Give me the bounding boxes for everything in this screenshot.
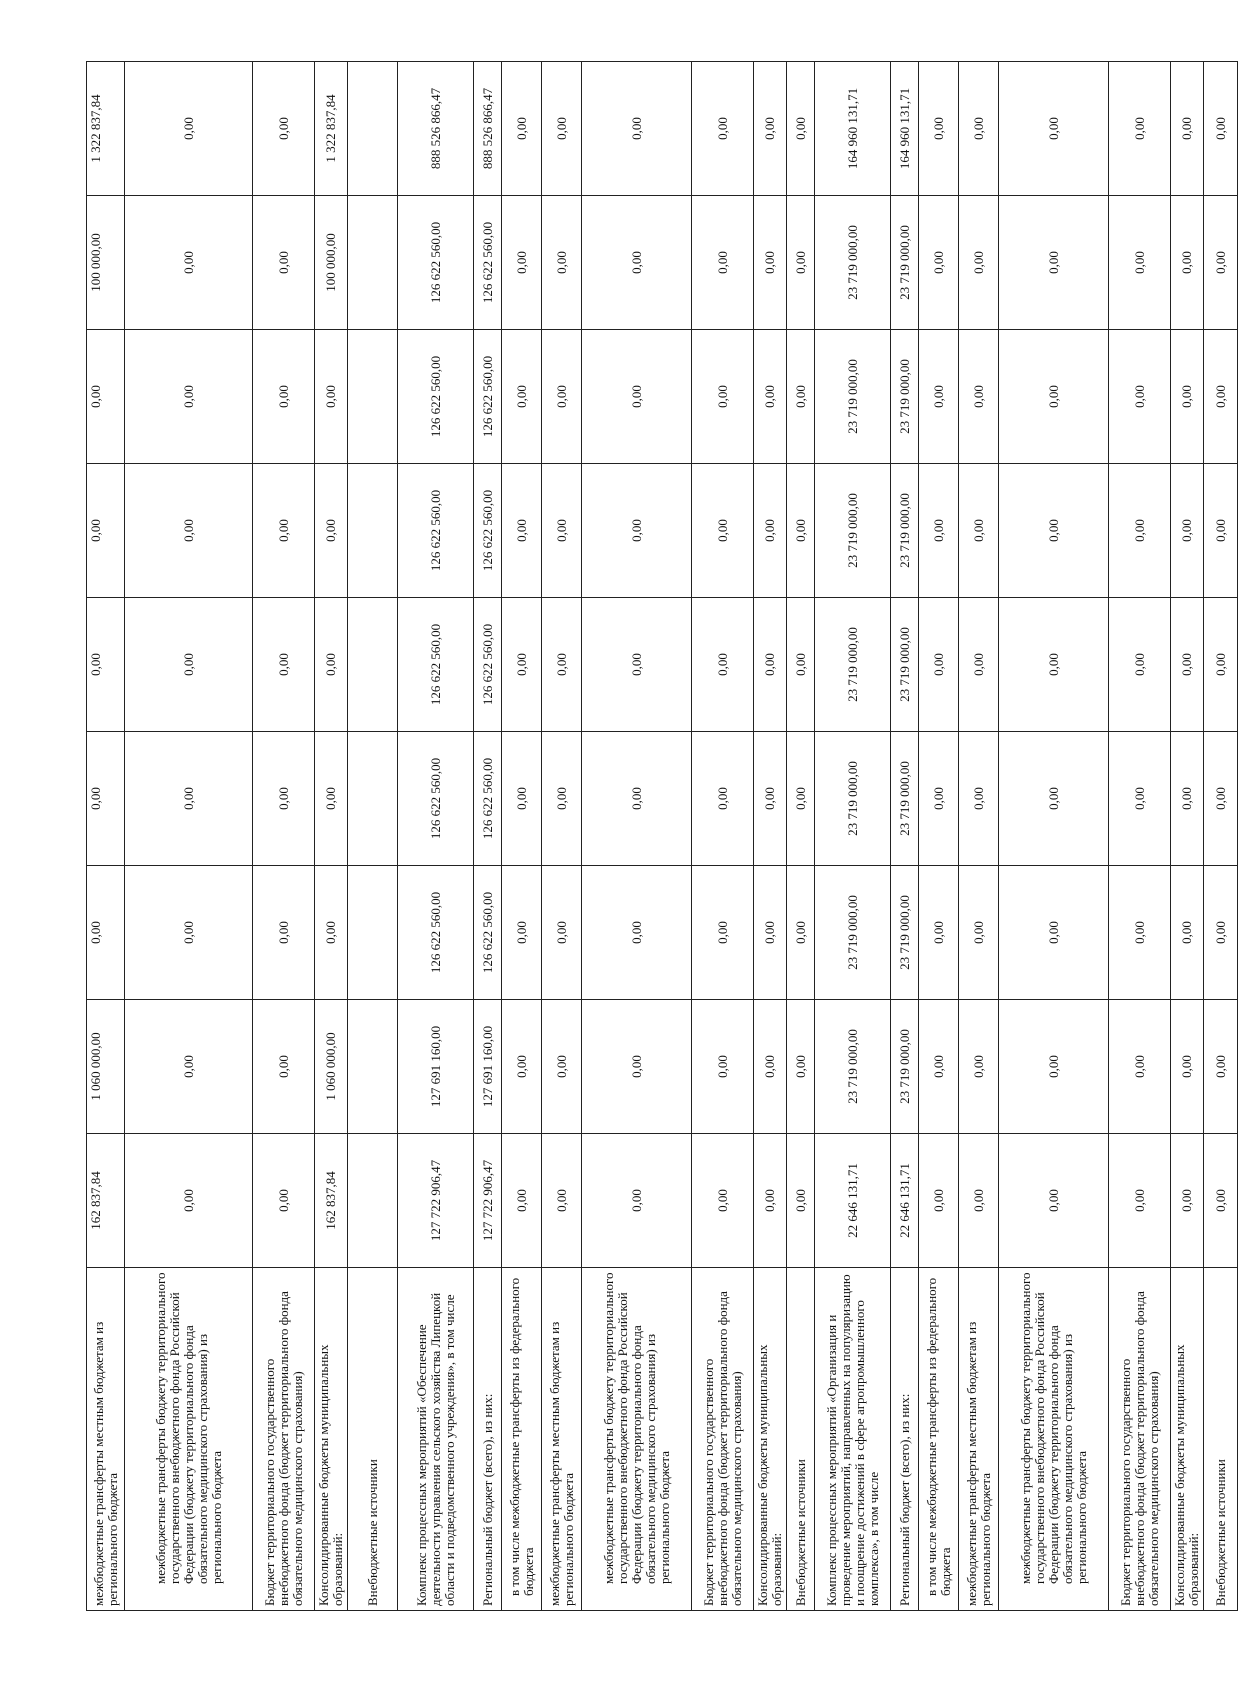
amount-cell: 0,00 <box>502 196 542 330</box>
amount-cell: 0,00 <box>1109 464 1171 598</box>
amount-cell <box>348 1134 398 1268</box>
amount-cell: 0,00 <box>787 732 815 866</box>
amount-cell: 0,00 <box>919 464 959 598</box>
amount-cell: 0,00 <box>787 196 815 330</box>
amount-cell: 0,00 <box>754 1000 787 1134</box>
table-row <box>891 62 919 1611</box>
table-row <box>754 62 787 1611</box>
amount-cell: 0,00 <box>959 732 999 866</box>
table-row <box>474 62 502 1611</box>
amount-cell <box>348 1000 398 1134</box>
table-row <box>787 62 815 1611</box>
amount-cell: 0,00 <box>787 866 815 1000</box>
amount-cell: 0,00 <box>754 196 787 330</box>
row-label: Консолидированные бюджеты муниципальных образований: <box>315 1268 348 1611</box>
amount-cell: 100 000,00 <box>87 196 125 330</box>
amount-cell: 0,00 <box>959 1134 999 1268</box>
table-row <box>1171 62 1204 1611</box>
amount-cell: 0,00 <box>253 866 315 1000</box>
amount-cell: 0,00 <box>542 196 582 330</box>
budget-table <box>86 61 1238 1611</box>
amount-cell: 0,00 <box>787 62 815 196</box>
table-row <box>502 62 542 1611</box>
amount-cell: 127 722 906,47 <box>474 1134 502 1268</box>
table-body <box>87 62 1238 1611</box>
amount-cell: 0,00 <box>754 732 787 866</box>
amount-cell: 0,00 <box>999 330 1109 464</box>
amount-cell: 0,00 <box>582 330 692 464</box>
amount-cell: 0,00 <box>125 1000 253 1134</box>
amount-cell: 0,00 <box>959 196 999 330</box>
amount-cell: 0,00 <box>315 866 348 1000</box>
amount-cell: 0,00 <box>582 1000 692 1134</box>
row-label: Бюджет территориального государственного внебюджетного фонда (бюджет территориального фонда обязательного медицинского страхования) <box>692 1268 754 1611</box>
amount-cell: 0,00 <box>542 866 582 1000</box>
amount-cell: 0,00 <box>125 464 253 598</box>
table-row <box>692 62 754 1611</box>
amount-cell: 23 719 000,00 <box>891 330 919 464</box>
amount-cell: 0,00 <box>787 598 815 732</box>
amount-cell <box>348 464 398 598</box>
amount-cell: 0,00 <box>999 866 1109 1000</box>
amount-cell: 1 060 000,00 <box>315 1000 348 1134</box>
amount-cell: 0,00 <box>999 62 1109 196</box>
amount-cell: 0,00 <box>1204 1134 1238 1268</box>
row-label: Комплекс процессных мероприятий «Обеспечение деятельности управления сельского хозяйства Липецкой области и подведомственного учреждения», в том числе <box>398 1268 474 1611</box>
amount-cell: 126 622 560,00 <box>474 866 502 1000</box>
amount-cell: 0,00 <box>1204 62 1238 196</box>
table-row <box>582 62 692 1611</box>
amount-cell: 126 622 560,00 <box>474 330 502 464</box>
amount-cell: 0,00 <box>253 1134 315 1268</box>
amount-cell: 0,00 <box>253 62 315 196</box>
amount-cell: 23 719 000,00 <box>815 1000 891 1134</box>
amount-cell: 126 622 560,00 <box>474 196 502 330</box>
amount-cell: 126 622 560,00 <box>398 196 474 330</box>
amount-cell: 0,00 <box>1109 196 1171 330</box>
row-label: Консолидированные бюджеты муниципальных образований: <box>1171 1268 1204 1611</box>
amount-cell <box>348 62 398 196</box>
amount-cell: 0,00 <box>1204 598 1238 732</box>
table-row <box>999 62 1109 1611</box>
table-row <box>253 62 315 1611</box>
amount-cell: 0,00 <box>542 464 582 598</box>
amount-cell: 0,00 <box>1204 330 1238 464</box>
amount-cell: 0,00 <box>787 1000 815 1134</box>
amount-cell: 0,00 <box>692 330 754 464</box>
amount-cell: 126 622 560,00 <box>398 464 474 598</box>
amount-cell: 127 722 906,47 <box>398 1134 474 1268</box>
amount-cell: 126 622 560,00 <box>474 598 502 732</box>
amount-cell: 0,00 <box>502 62 542 196</box>
amount-cell: 0,00 <box>1171 62 1204 196</box>
amount-cell: 0,00 <box>919 330 959 464</box>
amount-cell <box>348 866 398 1000</box>
amount-cell: 1 322 837,84 <box>87 62 125 196</box>
row-label: Внебюджетные источники <box>348 1268 398 1611</box>
amount-cell: 0,00 <box>582 1134 692 1268</box>
amount-cell: 127 691 160,00 <box>474 1000 502 1134</box>
amount-cell: 0,00 <box>959 598 999 732</box>
amount-cell: 23 719 000,00 <box>815 330 891 464</box>
amount-cell: 23 719 000,00 <box>815 464 891 598</box>
amount-cell: 0,00 <box>582 196 692 330</box>
amount-cell: 0,00 <box>1171 330 1204 464</box>
amount-cell: 0,00 <box>754 464 787 598</box>
amount-cell: 0,00 <box>1109 1000 1171 1134</box>
amount-cell: 0,00 <box>87 732 125 866</box>
amount-cell: 0,00 <box>919 62 959 196</box>
table-row <box>315 62 348 1611</box>
amount-cell: 0,00 <box>542 1000 582 1134</box>
amount-cell: 23 719 000,00 <box>815 598 891 732</box>
amount-cell <box>348 330 398 464</box>
amount-cell: 0,00 <box>1204 464 1238 598</box>
amount-cell: 0,00 <box>692 62 754 196</box>
amount-cell: 1 322 837,84 <box>315 62 348 196</box>
amount-cell: 0,00 <box>87 464 125 598</box>
amount-cell: 0,00 <box>999 196 1109 330</box>
amount-cell: 0,00 <box>502 1134 542 1268</box>
amount-cell: 126 622 560,00 <box>398 732 474 866</box>
amount-cell: 0,00 <box>582 866 692 1000</box>
row-label: межбюджетные трансферты местным бюджетам из регионального бюджета <box>87 1268 125 1611</box>
amount-cell: 164 960 131,71 <box>815 62 891 196</box>
amount-cell: 0,00 <box>125 1134 253 1268</box>
amount-cell: 0,00 <box>959 62 999 196</box>
amount-cell: 0,00 <box>1204 196 1238 330</box>
amount-cell: 0,00 <box>125 62 253 196</box>
amount-cell: 0,00 <box>999 464 1109 598</box>
amount-cell: 0,00 <box>1109 330 1171 464</box>
amount-cell: 23 719 000,00 <box>891 196 919 330</box>
amount-cell: 0,00 <box>502 464 542 598</box>
row-label: в том числе межбюджетные трансферты из федерального бюджета <box>919 1268 959 1611</box>
amount-cell: 0,00 <box>253 330 315 464</box>
row-label: Бюджет территориального государственного внебюджетного фонда (бюджет территориального фонда обязательного медицинского страхования) <box>1109 1268 1171 1611</box>
amount-cell: 0,00 <box>125 866 253 1000</box>
table-row <box>815 62 891 1611</box>
amount-cell <box>348 598 398 732</box>
amount-cell: 127 691 160,00 <box>398 1000 474 1134</box>
amount-cell: 0,00 <box>1171 598 1204 732</box>
amount-cell: 0,00 <box>315 732 348 866</box>
amount-cell: 0,00 <box>692 866 754 1000</box>
table-row <box>919 62 959 1611</box>
amount-cell: 0,00 <box>1109 732 1171 866</box>
amount-cell: 0,00 <box>125 598 253 732</box>
row-label: межбюджетные трансферты бюджету территориального государственного внебюджетного фонда Российской Федерации (бюджету территориального фонда обязательного медицинского страхования) из регионального бюджета <box>999 1268 1109 1611</box>
row-label: межбюджетные трансферты местным бюджетам из регионального бюджета <box>542 1268 582 1611</box>
amount-cell: 162 837,84 <box>87 1134 125 1268</box>
amount-cell: 0,00 <box>787 464 815 598</box>
amount-cell: 0,00 <box>1204 866 1238 1000</box>
row-label: Комплекс процессных мероприятий «Организация и проведение мероприятий, направленных на популяризацию и поощрение достижений в сфере агропромышленного комплекса», в том числе <box>815 1268 891 1611</box>
amount-cell: 0,00 <box>582 464 692 598</box>
amount-cell: 0,00 <box>1109 62 1171 196</box>
amount-cell: 0,00 <box>692 732 754 866</box>
amount-cell: 0,00 <box>582 62 692 196</box>
amount-cell: 0,00 <box>87 330 125 464</box>
amount-cell: 0,00 <box>959 866 999 1000</box>
amount-cell: 0,00 <box>754 598 787 732</box>
amount-cell: 0,00 <box>919 1000 959 1134</box>
amount-cell: 888 526 866,47 <box>474 62 502 196</box>
row-label: Региональный бюджет (всего), из них: <box>891 1268 919 1611</box>
amount-cell: 0,00 <box>253 1000 315 1134</box>
amount-cell: 0,00 <box>787 1134 815 1268</box>
row-label: Бюджет территориального государственного внебюджетного фонда (бюджет территориального фонда обязательного медицинского страхования) <box>253 1268 315 1611</box>
amount-cell: 0,00 <box>754 1134 787 1268</box>
amount-cell: 0,00 <box>1171 1000 1204 1134</box>
amount-cell: 0,00 <box>253 464 315 598</box>
amount-cell: 0,00 <box>315 330 348 464</box>
amount-cell: 0,00 <box>1171 1134 1204 1268</box>
row-label: межбюджетные трансферты бюджету территориального государственного внебюджетного фонда Российской Федерации (бюджету территориального фонда обязательного медицинского страхования) из регионального бюджета <box>582 1268 692 1611</box>
amount-cell: 23 719 000,00 <box>891 598 919 732</box>
amount-cell: 0,00 <box>787 330 815 464</box>
amount-cell: 0,00 <box>959 330 999 464</box>
amount-cell: 0,00 <box>692 1134 754 1268</box>
amount-cell: 0,00 <box>315 464 348 598</box>
amount-cell: 0,00 <box>1171 866 1204 1000</box>
amount-cell: 0,00 <box>919 1134 959 1268</box>
row-label: в том числе межбюджетные трансферты из федерального бюджета <box>502 1268 542 1611</box>
table-row <box>398 62 474 1611</box>
amount-cell: 0,00 <box>959 464 999 598</box>
amount-cell <box>348 732 398 866</box>
amount-cell: 0,00 <box>542 598 582 732</box>
amount-cell: 0,00 <box>1109 1134 1171 1268</box>
amount-cell <box>348 196 398 330</box>
amount-cell: 23 719 000,00 <box>815 196 891 330</box>
amount-cell: 0,00 <box>253 598 315 732</box>
row-label: межбюджетные трансферты местным бюджетам из регионального бюджета <box>959 1268 999 1611</box>
amount-cell: 0,00 <box>1171 464 1204 598</box>
amount-cell: 22 646 131,71 <box>815 1134 891 1268</box>
amount-cell: 23 719 000,00 <box>815 866 891 1000</box>
amount-cell: 1 060 000,00 <box>87 1000 125 1134</box>
row-label: Консолидированные бюджеты муниципальных образований: <box>754 1268 787 1611</box>
amount-cell: 0,00 <box>754 62 787 196</box>
amount-cell: 0,00 <box>125 196 253 330</box>
amount-cell: 0,00 <box>542 1134 582 1268</box>
amount-cell: 162 837,84 <box>315 1134 348 1268</box>
amount-cell: 0,00 <box>692 464 754 598</box>
table-row <box>542 62 582 1611</box>
amount-cell: 888 526 866,47 <box>398 62 474 196</box>
amount-cell: 0,00 <box>502 330 542 464</box>
amount-cell: 0,00 <box>999 1134 1109 1268</box>
amount-cell: 0,00 <box>502 866 542 1000</box>
row-label: межбюджетные трансферты бюджету территориального государственного внебюджетного фонда Российской Федерации (бюджету территориального фонда обязательного медицинского страхования) из регионального бюджета <box>125 1268 253 1611</box>
amount-cell: 0,00 <box>919 598 959 732</box>
amount-cell: 0,00 <box>542 62 582 196</box>
amount-cell: 0,00 <box>1171 196 1204 330</box>
amount-cell: 126 622 560,00 <box>474 464 502 598</box>
amount-cell: 0,00 <box>959 1000 999 1134</box>
amount-cell: 0,00 <box>919 196 959 330</box>
amount-cell: 100 000,00 <box>315 196 348 330</box>
row-label: Внебюджетные источники <box>1204 1268 1238 1611</box>
amount-cell: 0,00 <box>692 598 754 732</box>
row-label: Внебюджетные источники <box>787 1268 815 1611</box>
amount-cell: 0,00 <box>315 598 348 732</box>
amount-cell: 0,00 <box>253 732 315 866</box>
table-row <box>125 62 253 1611</box>
amount-cell: 22 646 131,71 <box>891 1134 919 1268</box>
amount-cell: 126 622 560,00 <box>398 330 474 464</box>
amount-cell: 0,00 <box>582 732 692 866</box>
amount-cell: 0,00 <box>1109 598 1171 732</box>
amount-cell: 0,00 <box>253 196 315 330</box>
amount-cell: 0,00 <box>919 732 959 866</box>
amount-cell: 0,00 <box>1204 1000 1238 1134</box>
amount-cell: 0,00 <box>999 732 1109 866</box>
amount-cell: 23 719 000,00 <box>891 732 919 866</box>
table-row <box>87 62 125 1611</box>
amount-cell: 0,00 <box>919 866 959 1000</box>
amount-cell: 0,00 <box>1171 732 1204 866</box>
amount-cell: 0,00 <box>754 866 787 1000</box>
amount-cell: 0,00 <box>1109 866 1171 1000</box>
table-row <box>959 62 999 1611</box>
amount-cell: 0,00 <box>542 330 582 464</box>
amount-cell: 23 719 000,00 <box>891 464 919 598</box>
amount-cell: 23 719 000,00 <box>891 866 919 1000</box>
amount-cell: 23 719 000,00 <box>815 732 891 866</box>
amount-cell: 0,00 <box>125 330 253 464</box>
table-row <box>1109 62 1171 1611</box>
amount-cell: 164 960 131,71 <box>891 62 919 196</box>
amount-cell: 126 622 560,00 <box>474 732 502 866</box>
amount-cell: 0,00 <box>1204 732 1238 866</box>
row-label: Региональный бюджет (всего), из них: <box>474 1268 502 1611</box>
amount-cell: 0,00 <box>692 196 754 330</box>
amount-cell: 0,00 <box>502 598 542 732</box>
amount-cell: 0,00 <box>692 1000 754 1134</box>
amount-cell: 0,00 <box>125 732 253 866</box>
amount-cell: 0,00 <box>502 732 542 866</box>
amount-cell: 126 622 560,00 <box>398 598 474 732</box>
amount-cell: 0,00 <box>999 598 1109 732</box>
table-row <box>348 62 398 1611</box>
amount-cell: 0,00 <box>87 866 125 1000</box>
amount-cell: 126 622 560,00 <box>398 866 474 1000</box>
amount-cell: 0,00 <box>87 598 125 732</box>
amount-cell: 23 719 000,00 <box>891 1000 919 1134</box>
amount-cell: 0,00 <box>999 1000 1109 1134</box>
amount-cell: 0,00 <box>754 330 787 464</box>
amount-cell: 0,00 <box>582 598 692 732</box>
amount-cell: 0,00 <box>502 1000 542 1134</box>
table-row <box>1204 62 1238 1611</box>
amount-cell: 0,00 <box>542 732 582 866</box>
